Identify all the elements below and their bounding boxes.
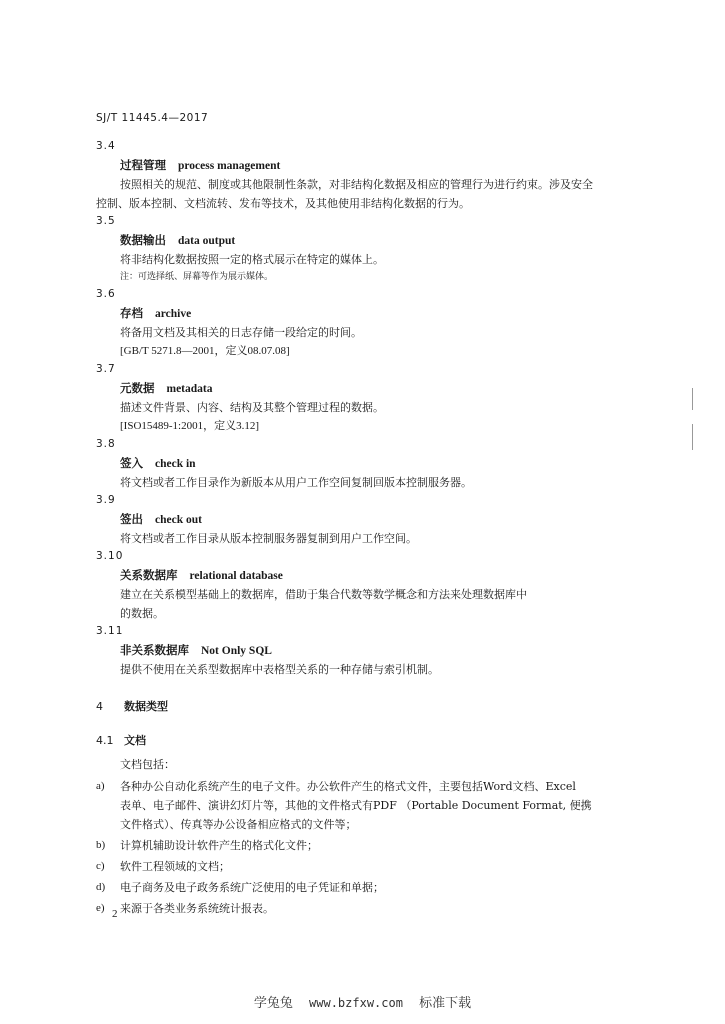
term-entry: [96, 361, 636, 436]
section-number: 4.1: [96, 734, 114, 747]
term-number: 3.9: [96, 494, 116, 506]
page-number: 2: [112, 908, 118, 920]
definition-line: 按照相关的规范、制度或其他限制性条款，对非结构化数据及相应的管理行为进行约束。涉及安全: [120, 178, 593, 191]
term-en: relational database: [189, 570, 283, 582]
term-en: process management: [178, 160, 281, 172]
list-item: [96, 836, 636, 855]
document-body: [96, 138, 636, 918]
term-en: check out: [155, 514, 202, 526]
list-text-line: 各种办公自动化系统产生的电子文件。办公软件产生的格式文件，主要包括Word文档、Excel: [120, 780, 576, 793]
term-entry: [96, 623, 636, 679]
term-cn: 数据输出: [120, 233, 166, 247]
term-title: [120, 230, 636, 250]
term-cn: 签入: [120, 456, 143, 470]
list-label: a): [96, 780, 105, 792]
footer-site-name: 学兔兔: [253, 996, 293, 1011]
definition-line: 建立在关系模型基础上的数据库，借助于集合代数等数学概念和方法来处理数据库中: [120, 588, 527, 601]
list-label: b): [96, 839, 106, 851]
term-en: archive: [155, 308, 192, 320]
term-entry: [96, 213, 636, 286]
list-text-line: 计算机辅助设计软件产生的格式化文件；: [120, 839, 318, 852]
section-title: 文档: [124, 734, 146, 747]
term-entry: [96, 436, 636, 492]
definition-line: 提供不使用在关系型数据库中表格型关系的一种存储与索引机制。: [120, 663, 439, 676]
scan-artifact: [692, 388, 693, 410]
term-title: [120, 155, 636, 175]
list-item: [96, 899, 636, 918]
list-text-line: 来源于各类业务系统统计报表。: [120, 902, 274, 915]
term-entry: [96, 138, 636, 213]
term-number: 3.8: [96, 438, 116, 450]
list-text-line: 电子商务及电子政务系统广泛使用的电子凭证和单据；: [120, 881, 384, 894]
definition-line: 将文档或者工作目录作为新版本从用户工作空间复制回版本控制服务器。: [120, 476, 472, 489]
term-note: 注：可选择纸、屏幕等作为展示媒体。: [120, 272, 274, 282]
footer-url-link[interactable]: www.bzfxw.com: [309, 996, 403, 1010]
term-title: [120, 453, 636, 473]
standard-number: SJ/T 11445.4—2017: [96, 112, 209, 124]
definition-line: 描述文件背景、内容、结构及其整个管理过程的数据。: [120, 401, 384, 414]
list-item: [96, 878, 636, 897]
term-cn: 存档: [120, 306, 143, 320]
term-reference: [GB/T 5271.8—2001，定义08.07.08]: [120, 345, 290, 357]
term-en: Not Only SQL: [201, 645, 272, 657]
definition-line: 将文档或者工作目录从版本控制服务器复制到用户工作空间。: [120, 532, 417, 545]
chapter-title: 数据类型: [124, 700, 168, 713]
footer-slogan: 标准下载: [419, 996, 472, 1011]
term-cn: 签出: [120, 512, 143, 526]
definition-line: 的数据。: [120, 607, 164, 620]
term-cn: 元数据: [120, 381, 155, 395]
chapter-heading: [96, 697, 636, 717]
term-number: 3.10: [96, 550, 124, 562]
list-item: [96, 857, 636, 876]
term-number: 3.6: [96, 288, 116, 300]
list-text-line: 表单、电子邮件、演讲幻灯片等，其他的文件格式有PDF （Portable Document Format, 便携: [120, 799, 592, 812]
term-en: check in: [155, 458, 196, 470]
term-cn: 关系数据库: [120, 568, 178, 582]
definition-line: 将非结构化数据按照一定的格式展示在特定的媒体上。: [120, 253, 384, 266]
list-label: e): [96, 902, 105, 914]
term-en: metadata: [166, 383, 213, 395]
term-title: [120, 640, 636, 660]
list-label: d): [96, 881, 106, 893]
site-footer: [0, 992, 725, 1011]
definition-line: 将备用文档及其相关的日志存储一段给定的时间。: [120, 326, 362, 339]
list-item: [96, 777, 636, 834]
list-label: c): [96, 860, 105, 872]
definition-line: 控制、版本控制、文档流转、发布等技术，及其他使用非结构化数据的行为。: [96, 197, 470, 210]
term-en: data output: [178, 235, 236, 247]
term-entry: [96, 286, 636, 361]
term-number: 3.11: [96, 625, 124, 637]
term-number: 3.7: [96, 363, 116, 375]
term-cn: 过程管理: [120, 158, 166, 172]
list-text-line: 文件格式）、传真等办公设备相应格式的文件等；: [120, 818, 357, 831]
term-number: 3.5: [96, 215, 116, 227]
term-title: [120, 303, 636, 323]
chapter-number: 4: [96, 700, 103, 713]
term-title: [120, 378, 636, 398]
term-title: [120, 509, 636, 529]
term-number: 3.4: [96, 140, 116, 152]
term-entry: [96, 548, 636, 623]
term-reference: [ISO15489-1:2001，定义3.12]: [120, 420, 260, 432]
scan-artifact: [692, 424, 693, 450]
term-cn: 非关系数据库: [120, 643, 189, 657]
term-title: [120, 565, 636, 585]
list-text-line: 软件工程领域的文档；: [120, 860, 230, 873]
section-heading: [96, 731, 636, 751]
term-entry: [96, 492, 636, 548]
list-intro: 文档包括：: [120, 758, 175, 771]
